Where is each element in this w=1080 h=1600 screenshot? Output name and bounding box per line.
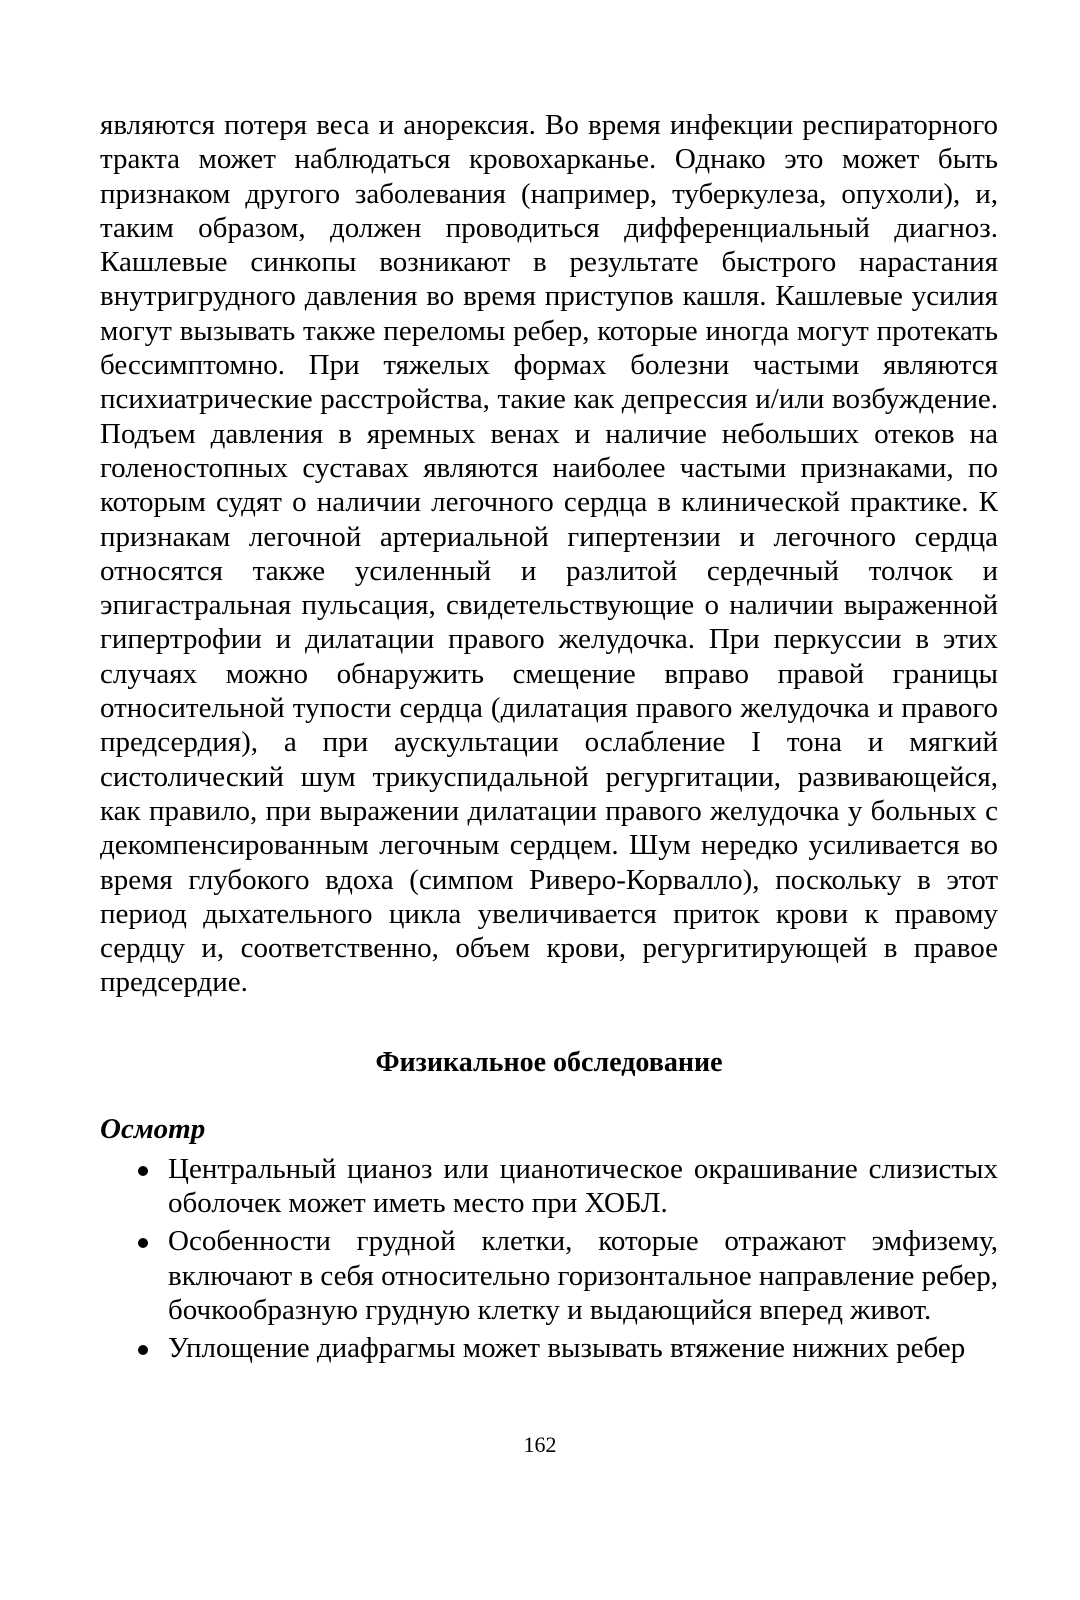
page-content bbox=[100, 108, 998, 1370]
bullet-list bbox=[100, 1152, 998, 1366]
bullet-icon bbox=[138, 1166, 148, 1176]
bullet-icon bbox=[138, 1345, 148, 1355]
bullet-text: Особенности грудной клетки, которые отражают эмфизему, включают в себя относительно горизонтальное направление ребер, бочкообразную грудную клетку и выдающийся вперед живот. bbox=[168, 1225, 998, 1326]
bullet-icon bbox=[138, 1238, 148, 1248]
section-title: Физикальное обследование bbox=[375, 1046, 723, 1078]
subsection-title: Осмотр bbox=[100, 1112, 206, 1145]
bullet-text: Центральный цианоз или цианотическое окрашивание слизистых оболочек может иметь место при ХОБЛ. bbox=[168, 1152, 998, 1220]
list-item bbox=[100, 1152, 998, 1221]
page-number: 162 bbox=[523, 1432, 557, 1457]
body-paragraph: являются потеря веса и анорексия. Во время инфекции респираторного тракта может наблюдаться кровохарканье. Однако это может быть признаком другого заболевания (например, туберкулеза, опухоли), и, таким образом, должен проводиться дифференциальный диагноз. Кашлевые синкопы возникают в результате быстрого нарастания внутригрудного давления во время приступов кашля. Кашлевые усилия могут вызывать также переломы ребер, которые иногда могут протекать бессимптомно. При тяжелых формах болезни частыми являются психиатрические расстройства, такие как депрессия и/или возбуждение. Подъем давления в яремных венах и наличие небольших отеков на голеностопных суставах являются наиболее частыми признаками, по которым судят о наличии легочного сердца в клинической практике. К признакам легочной артериальной гипертензии и легочного сердца относятся также усиленный и разлитой сердечный толчок и эпигастральная пульсация, свидетельствующие о наличии выраженной гипертрофии и дилатации правого желудочка. При перкуссии в этих случаях можно обнаружить смещение вправо правой границы относительной тупости сердца (дилатация правого желудочка и правого предсердия), а при аускультации ослабление I тона и мягкий систолический шум трикуспидальной регургитации, развивающейся, как правило, при выражении дилатации правого желудочка у больных с декомпенсированным легочным сердцем. Шум нередко усиливается во время глубокого вдоха (симпом Риверо-Корвалло), поскольку в этот период дыхательного цикла увеличивается приток крови к правому сердцу и, соответственно, объем крови, регургитирующей в правое предсердие. bbox=[100, 109, 998, 999]
bullet-text: Уплощение диафрагмы может вызывать втяжение нижних ребер bbox=[168, 1332, 966, 1365]
list-item bbox=[100, 1224, 998, 1327]
list-item bbox=[100, 1331, 998, 1365]
